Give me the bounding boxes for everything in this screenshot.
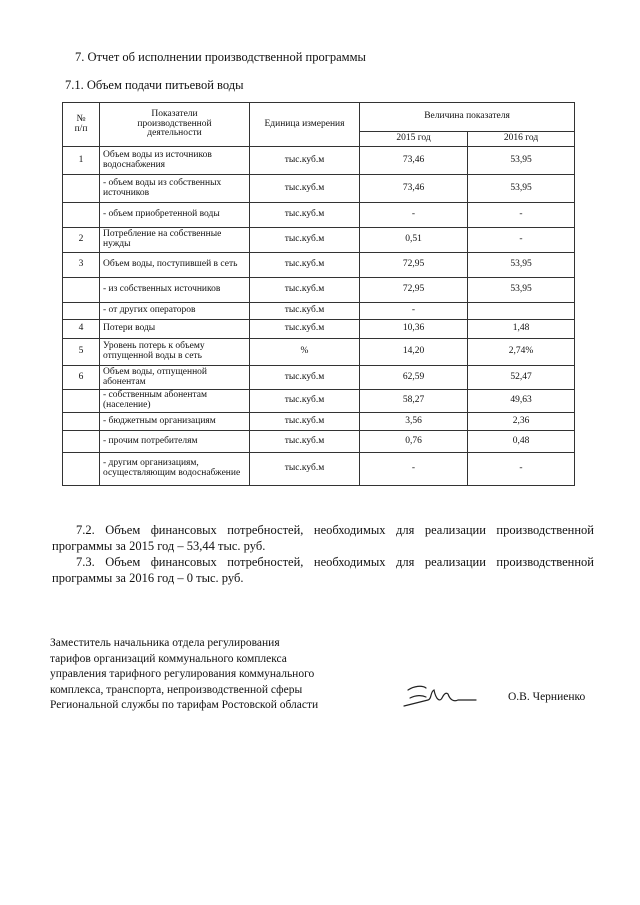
paragraph-7-3: 7.3. Объем финансовых потребностей, необходимых для реализации производственной программы за 2016 год – 0 тыс. руб. xyxy=(52,555,594,585)
row-value-2016: 52,47 xyxy=(468,366,575,390)
row-unit: тыс.куб.м xyxy=(250,453,360,486)
row-value-2015: 62,59 xyxy=(360,366,468,390)
header-value: Величина показателя xyxy=(360,103,575,132)
signatory-line: Заместитель начальника отдела регулирования xyxy=(50,637,280,649)
row-indicator: Потери воды xyxy=(100,320,250,339)
row-unit: тыс.куб.м xyxy=(250,413,360,431)
row-value-2015: - xyxy=(360,203,468,228)
row-number: 4 xyxy=(63,320,100,339)
table-row xyxy=(63,339,575,366)
row-number: 3 xyxy=(63,253,100,278)
table-row xyxy=(63,203,575,228)
row-unit: тыс.куб.м xyxy=(250,431,360,453)
row-indicator: Уровень потерь к объему отпущенной воды в сеть xyxy=(100,339,250,366)
table-row xyxy=(63,320,575,339)
row-unit: тыс.куб.м xyxy=(250,366,360,390)
row-number xyxy=(63,303,100,320)
row-unit: тыс.куб.м xyxy=(250,303,360,320)
row-number xyxy=(63,413,100,431)
row-number: 2 xyxy=(63,228,100,253)
row-value-2016: 53,95 xyxy=(468,147,575,175)
row-value-2016: - xyxy=(468,453,575,486)
row-indicator: Объем воды из источников водоснабжения xyxy=(100,147,250,175)
signatory-line: тарифов организаций коммунального комплекса xyxy=(50,652,287,665)
table-row xyxy=(63,431,575,453)
row-unit: тыс.куб.м xyxy=(250,320,360,339)
row-number xyxy=(63,203,100,228)
row-number xyxy=(63,390,100,413)
table-row xyxy=(63,228,575,253)
row-indicator: Потребление на собственные нужды xyxy=(100,228,250,253)
row-value-2015: - xyxy=(360,303,468,320)
row-number: 5 xyxy=(63,339,100,366)
table-row xyxy=(63,366,575,390)
header-indicator: Показатели производственной деятельности xyxy=(100,103,250,147)
table-row xyxy=(63,253,575,278)
row-value-2015: 73,46 xyxy=(360,147,468,175)
header-year-2015: 2015 год xyxy=(360,132,468,147)
water-supply-table xyxy=(62,102,575,486)
section-title: 7. Отчет об исполнении производственной программы xyxy=(75,50,366,64)
row-value-2016: 2,36 xyxy=(468,413,575,431)
table-row xyxy=(63,413,575,431)
table-row xyxy=(63,278,575,303)
row-unit: тыс.куб.м xyxy=(250,228,360,253)
row-indicator: - прочим потребителям xyxy=(100,431,250,453)
row-value-2015: 0,51 xyxy=(360,228,468,253)
row-value-2016 xyxy=(468,303,575,320)
row-indicator: - объем приобретенной воды xyxy=(100,203,250,228)
row-unit: тыс.куб.м xyxy=(250,278,360,303)
row-indicator: Объем воды, поступившей в сеть xyxy=(100,253,250,278)
row-value-2016: - xyxy=(468,228,575,253)
row-unit: тыс.куб.м xyxy=(250,175,360,203)
row-value-2015: 72,95 xyxy=(360,253,468,278)
row-value-2015: - xyxy=(360,453,468,486)
row-indicator: - собственным абонентам (население) xyxy=(100,390,250,413)
row-indicator: - другим организациям, осуществляющим водоснабжение xyxy=(100,453,250,486)
row-unit: тыс.куб.м xyxy=(250,253,360,278)
row-unit: % xyxy=(250,339,360,366)
row-value-2015: 3,56 xyxy=(360,413,468,431)
row-indicator: - объем воды из собственных источников xyxy=(100,175,250,203)
handwritten-signature xyxy=(400,680,480,712)
row-unit: тыс.куб.м xyxy=(250,390,360,413)
row-number: 6 xyxy=(63,366,100,390)
row-unit: тыс.куб.м xyxy=(250,203,360,228)
row-number xyxy=(63,431,100,453)
row-value-2016: 1,48 xyxy=(468,320,575,339)
row-value-2016: 53,95 xyxy=(468,278,575,303)
row-indicator: - бюджетным организациям xyxy=(100,413,250,431)
signatory-line: Региональной службы по тарифам Ростовской области xyxy=(50,699,319,711)
table-row xyxy=(63,303,575,320)
row-unit: тыс.куб.м xyxy=(250,147,360,175)
row-indicator: - из собственных источников xyxy=(100,278,250,303)
subsection-title: 7.1. Объем подачи питьевой воды xyxy=(65,78,244,92)
table-row xyxy=(63,147,575,175)
paragraph-7-2: 7.2. Объем финансовых потребностей, необходимых для реализации производственной программы за 2015 год – 53,44 тыс. руб. xyxy=(52,523,594,553)
row-value-2016: 0,48 xyxy=(468,431,575,453)
row-value-2016: 2,74% xyxy=(468,339,575,366)
row-value-2016: 49,63 xyxy=(468,390,575,413)
row-number: 1 xyxy=(63,147,100,175)
row-number xyxy=(63,278,100,303)
row-value-2015: 72,95 xyxy=(360,278,468,303)
header-year-2016: 2016 год xyxy=(468,132,575,147)
table-row xyxy=(63,453,575,486)
row-value-2016: 53,95 xyxy=(468,175,575,203)
row-indicator: - от других операторов xyxy=(100,303,250,320)
row-value-2016: 53,95 xyxy=(468,253,575,278)
row-value-2015: 73,46 xyxy=(360,175,468,203)
row-value-2015: 14,20 xyxy=(360,339,468,366)
row-indicator: Объем воды, отпущенной абонентам xyxy=(100,366,250,390)
row-value-2015: 10,36 xyxy=(360,320,468,339)
table-row xyxy=(63,175,575,203)
row-value-2015: 58,27 xyxy=(360,390,468,413)
signatory-name: О.В. Черниенко xyxy=(508,691,586,703)
signatory-position xyxy=(50,636,318,714)
header-unit: Единица измерения xyxy=(250,103,360,147)
header-num: № п/п xyxy=(63,103,100,147)
signatory-line: комплекса, транспорта, непроизводственной сферы xyxy=(50,683,303,696)
signatory-line: управления тарифного регулирования коммунального xyxy=(50,668,315,680)
row-value-2016: - xyxy=(468,203,575,228)
row-number xyxy=(63,453,100,486)
row-value-2015: 0,76 xyxy=(360,431,468,453)
row-number xyxy=(63,175,100,203)
table-row xyxy=(63,390,575,413)
